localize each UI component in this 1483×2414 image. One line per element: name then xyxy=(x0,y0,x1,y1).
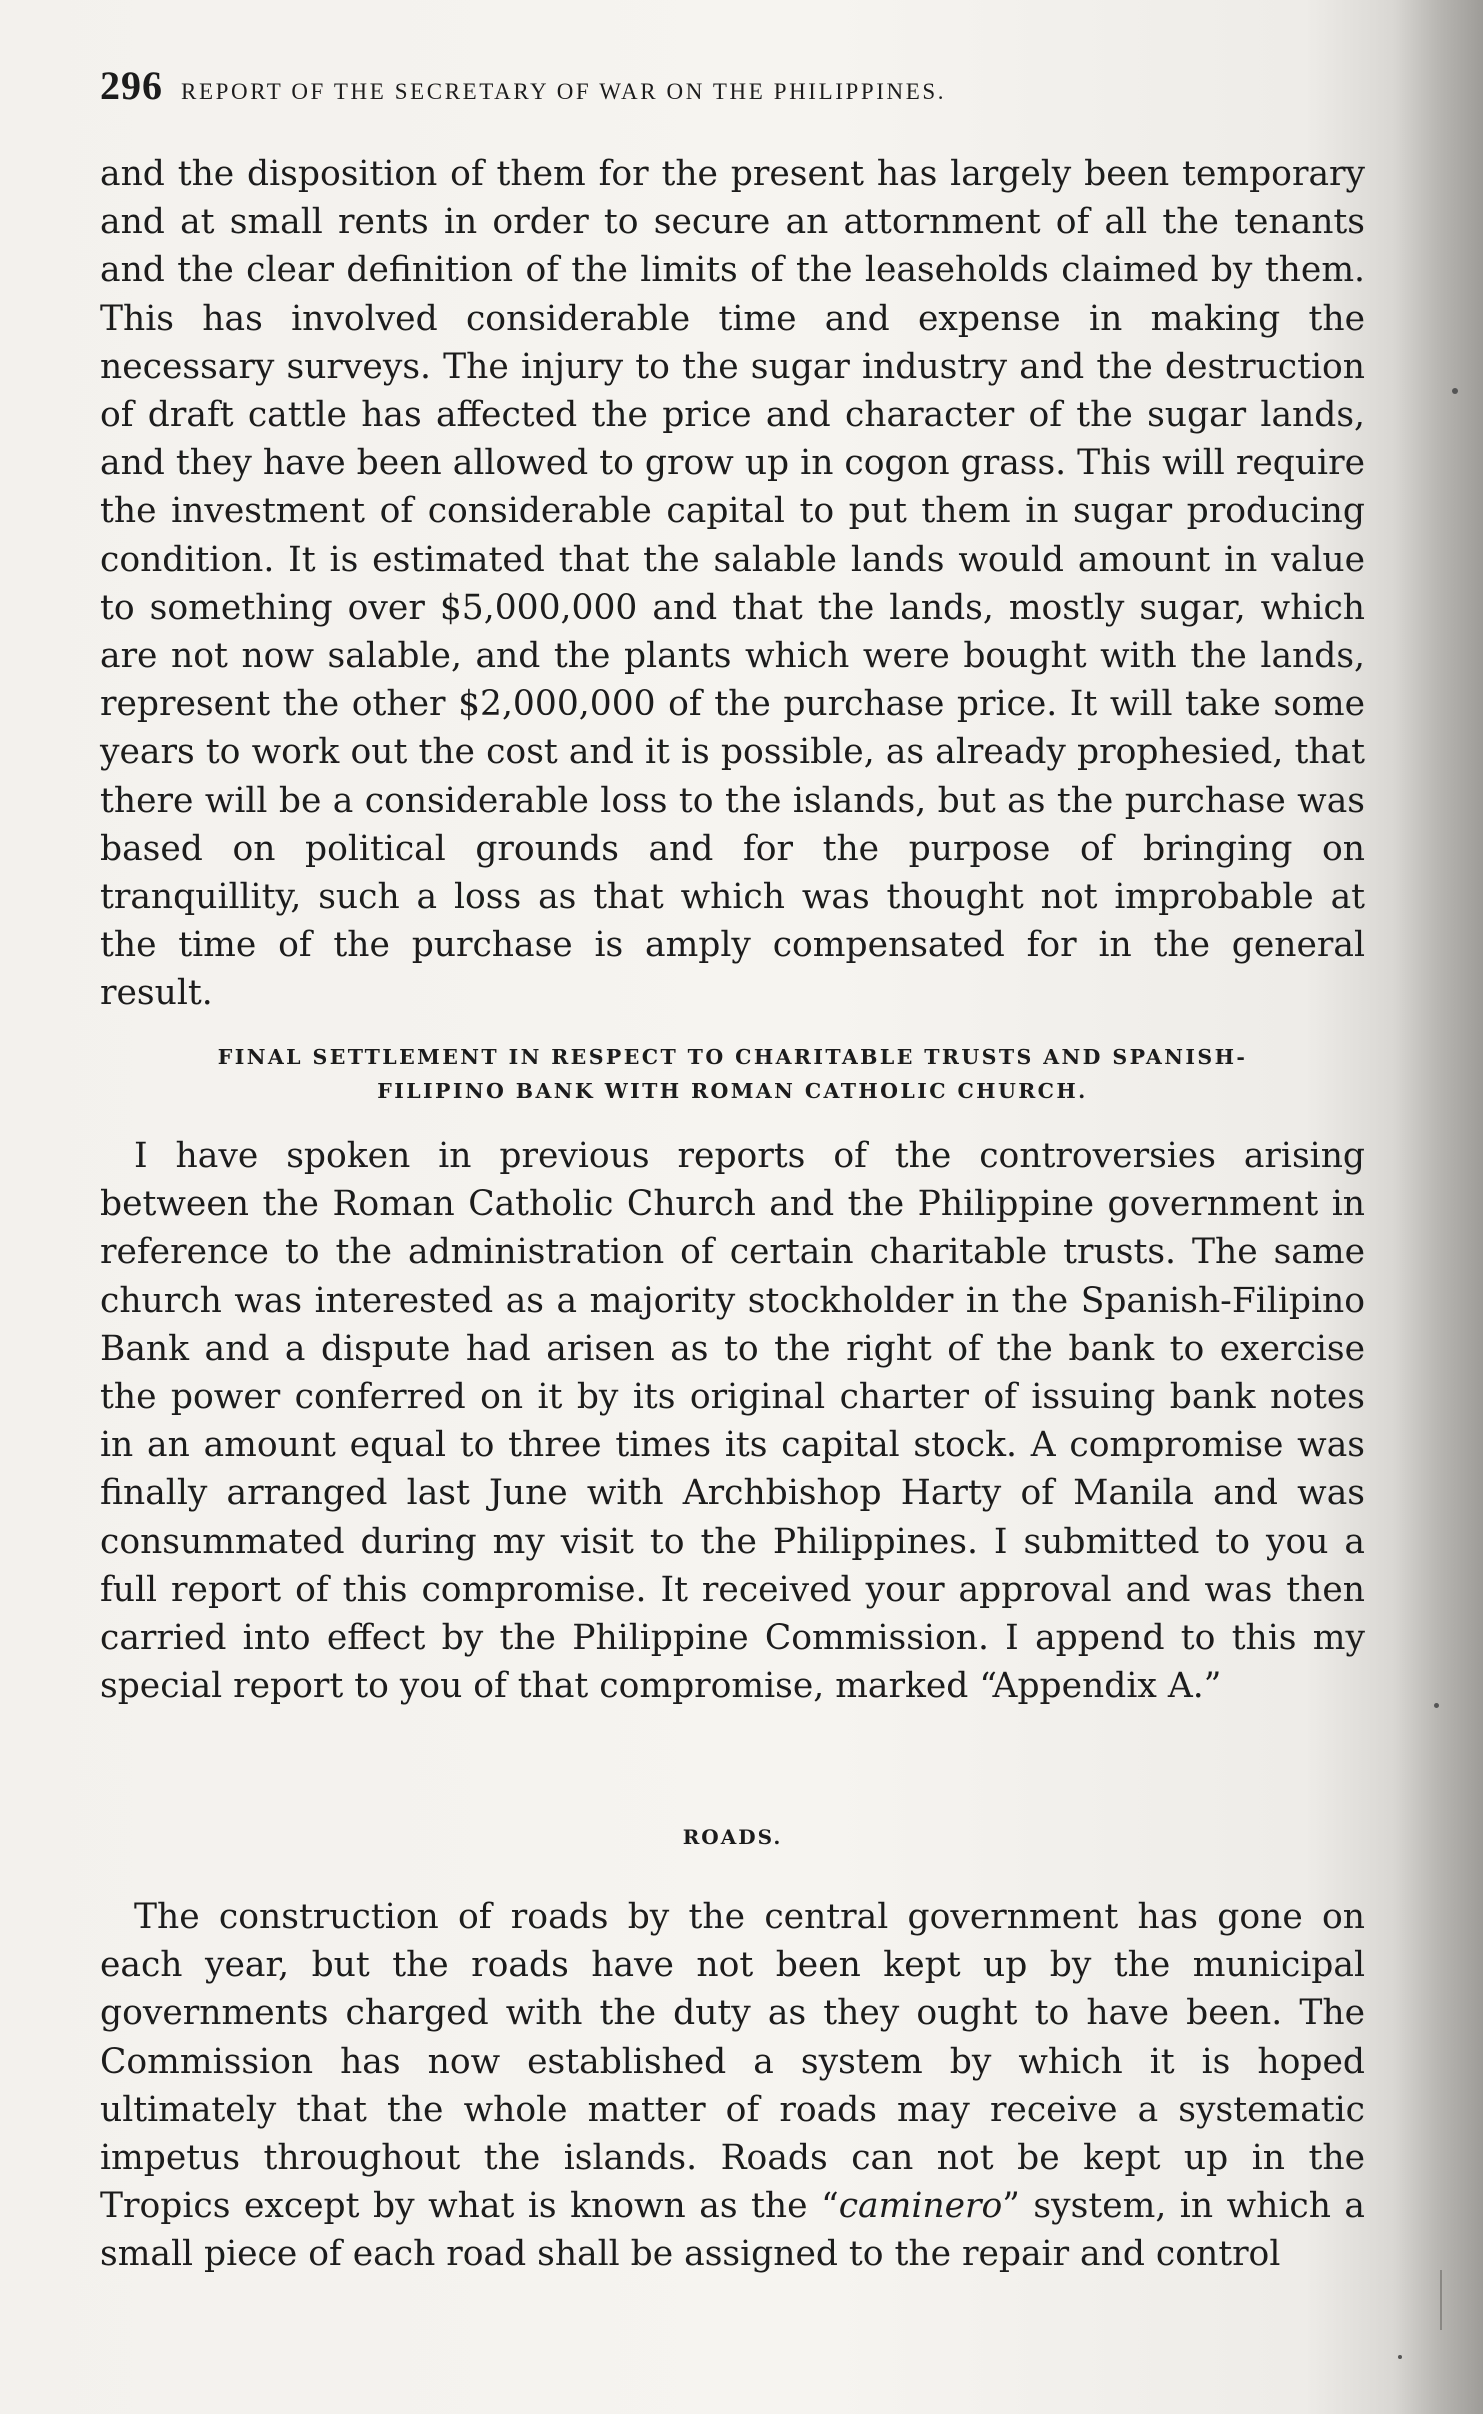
section-heading-roads xyxy=(100,1820,1365,1854)
roads-text-end: ” system, in which a small piece of each road shall be assigned to the repair and control xyxy=(100,2186,1365,2275)
heading-roads: ROADS. xyxy=(682,1825,783,1849)
paragraph-block-roads xyxy=(100,1893,1365,2279)
scan-edge-mark xyxy=(1440,2270,1442,2330)
scan-speck xyxy=(1434,1703,1439,1708)
paragraph-roads xyxy=(100,1893,1365,2279)
scan-speck xyxy=(1452,388,1458,394)
paragraph-block-land-disposition xyxy=(100,150,1365,1018)
paragraph-block-charitable-trusts xyxy=(100,1132,1365,1710)
heading-line-2: FILIPINO BANK WITH ROMAN CATHOLIC CHURCH. xyxy=(377,1079,1088,1103)
heading-line-1: FINAL SETTLEMENT IN RESPECT TO CHARITABLE TRUSTS AND SPANISH- xyxy=(217,1045,1248,1069)
caminero-term: caminero xyxy=(838,2186,1003,2227)
paragraph-land-disposition: and the disposition of them for the present has largely been temporary and at small rents in order to secure an attornment of all the tenants and the clear definition of the limits of the leaseholds claimed by them. This has involved considerable time and expense in making the necessary surveys. The injury to the sugar industry and the destruction of draft cattle has affected the price and character of the sugar lands, and they have been allowed to grow up in cogon grass. This will require the investment of considerable capital to put them in sugar producing condition. It is estimated that the salable lands would amount in value to something over $5,000,000 and that the lands, mostly sugar, which are not now salable, and the plants which were bought with the lands, represent the other $2,000,000 of the purchase price. It will take some years to work out the cost and it is possible, as already prophesied, that there will be a considerable loss to the islands, but as the purchase was based on political grounds and for the purpose of bringing on tranquillity, such a loss as that which was thought not improbable at the time of the purchase is amply compensated for in the general result. xyxy=(100,154,1365,1014)
roads-text-start: The construction of roads by the central government has gone on each year, but the roads have not been kept up by the municipal governments charged with the duty as they ought to have been. The Commission has now established a system by which it is hoped ultimately that the whole matter of roads may receive a systematic impetus throughout the islands. Roads can not be kept up in the Tropics except by what is known as the “ xyxy=(100,1897,1365,2227)
page-number: 296 xyxy=(100,63,163,108)
section-heading-charitable-trusts xyxy=(100,1040,1365,1108)
running-title: REPORT OF THE SECRETARY OF WAR ON THE PHILIPPINES. xyxy=(181,79,947,104)
scan-speck xyxy=(1398,2355,1402,2359)
paragraph-charitable-trusts: I have spoken in previous reports of the controversies arising between the Roman Catholic Church and the Philippine government in reference to the administration of certain charitable trusts. The same church was interested as a majority stockholder in the Spanish-Filipino Bank and a dispute had arisen as to the right of the bank to exercise the power conferred on it by its original charter of issuing bank notes in an amount equal to three times its capital stock. A compromise was finally arranged last June with Archbishop Harty of Manila and was consummated during my visit to the Philippines. I submitted to you a full report of this compromise. It received your approval and was then carried into effect by the Philippine Commission. I append to this my special report to you of that compromise, marked “Appendix A.” xyxy=(100,1136,1365,1707)
page-header xyxy=(100,62,1365,109)
